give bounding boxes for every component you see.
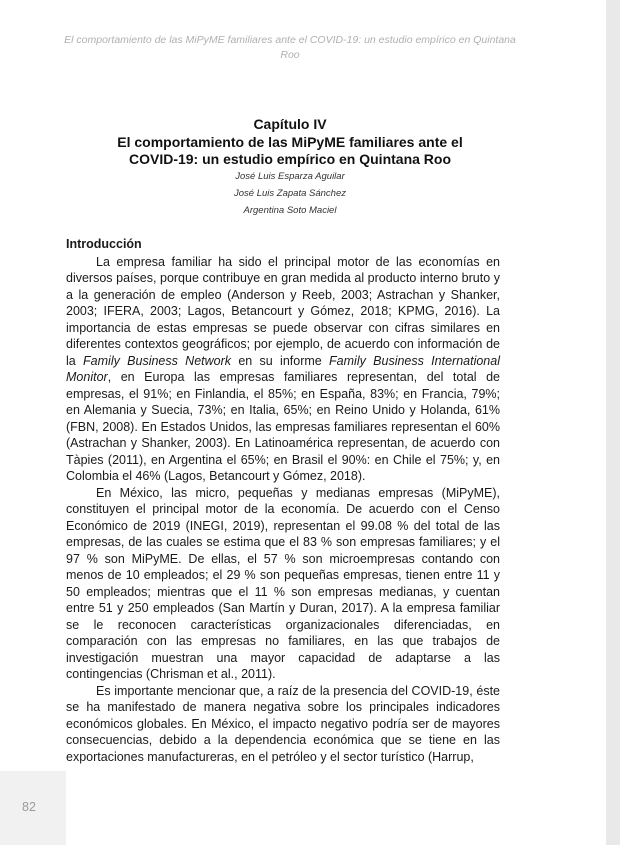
paragraph-1 (66, 254, 500, 485)
paragraph-2: En México, las micro, pequeñas y medianas empresas (MiPyME), constituyen el principal motor de la economía. De acuerdo con el Censo Económico de 2019 (INEGI, 2019), representan el 99.08 % del total de las empresas, de las cuales se estima que el 83 % son empresas familiares; y el 97 % son MiPyME. De ellas, el 57 % son microempresas contando con menos de 10 empleados; el 29 % son pequeñas empresas, tienen entre 11 y 50 empleados; mientras que el 11 % son empresas medianas, y cuentan entre 51 y 250 empleados (San Martín y Duran, 2017). A la empresa familiar se le reconocen características organizacionales diferenciadas, en comparación con las empresas no familiares, en las que trabajos de investigación muestran una mayor capacidad de adaptarse a las contingencias (Chrisman et al., 2011). (66, 485, 500, 681)
paragraph-1-text-c: en su informe (231, 353, 330, 368)
chapter-label: Capítulo IV (253, 116, 327, 132)
page-number: 82 (22, 800, 36, 814)
paragraph-1-text-e: , en Europa las empresas familiares representan, del total de empresas, el 91%; en Finlandia, el 85%; en España, 83%; en Francia, 79%; en Alemania y Suecia, 73%; en Italia, 65%; en Reino Unido y Holanda, 61% (FBN, 2008). En Estados Unidos, las empresas familiares representan el 60% (Astrachan y Shanker, 2003). En Latinoamérica representan, de acuerdo con Tàpies (2011), en Argentina el 65%; en Brasil el 90%: en Chile el 75%; y, en Colombia el 46% (Lagos, Betancourt y Gómez, 2018). (66, 370, 500, 483)
author-2: José Luis Zapata Sánchez (234, 188, 346, 199)
author-3: Argentina Soto Maciel (243, 205, 337, 216)
paragraph-1-text-a: La empresa familiar ha sido el principal motor de las economías en diversos países, porque contribuye en gran medida al producto interno bruto y a la generación de empleo (Anderson y Reeb, 2003; Astrachan y Shanker, 2003; IFERA, 2003; Lagos, Betancourt y Gómez, 2018; KPMG, 2016). La importancia de estas empresas se puede observar con cifras similares en diferentes contextos geográficos; por ejemplo, de acuerdo con información de la (66, 254, 500, 368)
paragraph-3: Es importante mencionar que, a raíz de la presencia del COVID-19, éste se ha manifestado de manera negativa sobre los principales indicadores económicos globales. En México, el impacto negativo podría ser de mayores consecuencias, debido a la dependencia económica que se tiene en las exportaciones manufactureras, en el petróleo y el sector turístico (Harrup, (66, 683, 500, 764)
paragraph-1-italic-monitor: Family Business International Monitor (66, 353, 500, 384)
chapter-heading (60, 116, 520, 169)
chapter-title-line-1: El comportamiento de las MiPyME familiares ante el (117, 133, 463, 150)
chapter-title-line-2: COVID-19: un estudio empírico en Quintana Roo (128, 151, 452, 167)
section-heading: Introducción (66, 237, 142, 251)
page-edge-shadow (606, 0, 620, 845)
author-1: José Luis Esparza Aguilar (235, 171, 345, 182)
body-text (66, 236, 500, 765)
paragraph-1-italic-network: Family Business Network (83, 353, 232, 368)
running-header: El comportamiento de las MiPyME familiares ante el COVID-19: un estudio empírico en Quintana Roo (64, 34, 516, 61)
